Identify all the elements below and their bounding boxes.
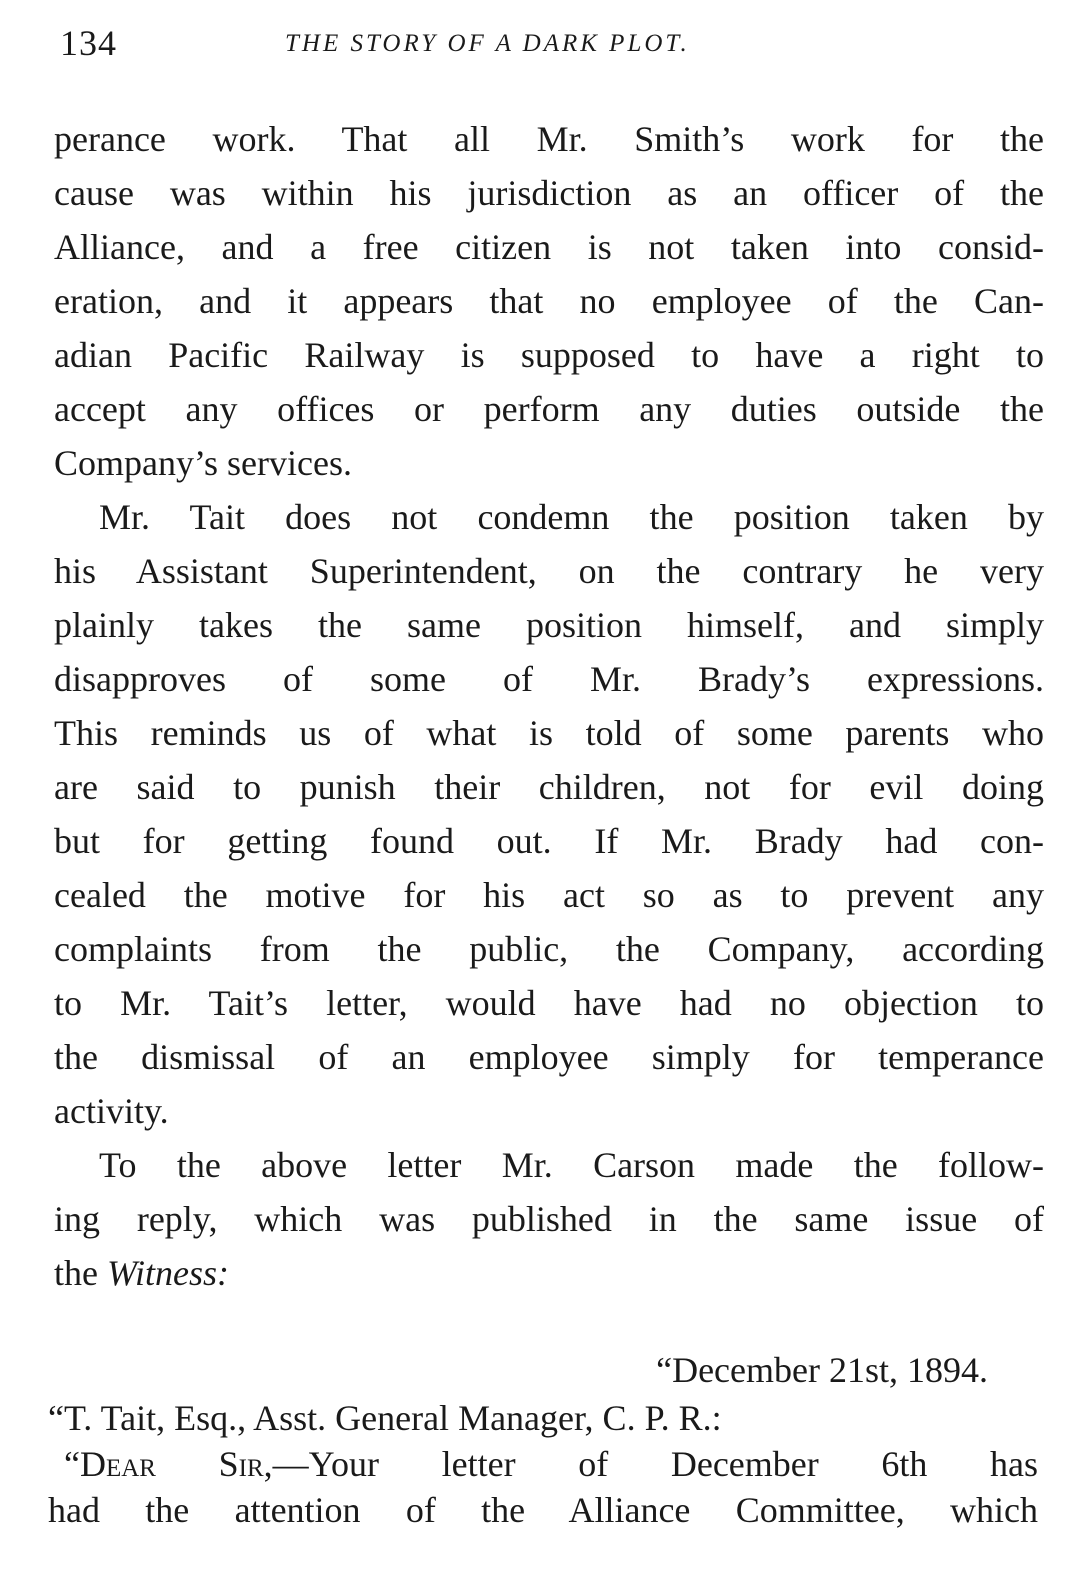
text-line: the dismissal of an employee simply for temperance: [54, 1037, 1044, 1077]
open-quote: “: [64, 1444, 80, 1484]
letter-dateline: “December 21st, 1894.: [656, 1350, 988, 1390]
paragraph-1: [54, 112, 1044, 490]
body-text: [54, 112, 1044, 1300]
text-line: plainly takes the same position himself, and simply: [54, 605, 1044, 645]
text-line: cealed the motive for his act so as to prevent any: [54, 875, 1044, 915]
text-fragment: the: [54, 1253, 98, 1293]
running-head: THE STORY OF A DARK PLOT.: [285, 30, 690, 57]
paragraph-3: [54, 1138, 1044, 1300]
text-line: adian Pacific Railway is supposed to have a right to: [54, 335, 1044, 375]
text-line: To the above letter Mr. Carson made the follow-: [99, 1145, 1044, 1185]
quoted-letter: [48, 1345, 1038, 1533]
text-line: ing reply, which was published in the same issue of: [54, 1199, 1044, 1239]
text-line: cause was within his jurisdiction as an officer of the: [54, 173, 1044, 213]
text-line: activity.: [54, 1091, 169, 1131]
paragraph-2: [54, 490, 1044, 1138]
text-line: to Mr. Tait’s letter, would have had no objection to: [54, 983, 1044, 1023]
text-line: [54, 1246, 1044, 1300]
letter-body-line: had the attention of the Alliance Committee, which: [48, 1490, 1038, 1530]
text-line: perance work. That all Mr. Smith’s work for the: [54, 119, 1044, 159]
page-number: 134: [60, 23, 117, 63]
publication-title: Witness:: [106, 1253, 229, 1293]
text-line: disapproves of some of Mr. Brady’s expressions.: [54, 659, 1044, 699]
text-line: Mr. Tait does not condemn the position taken by: [99, 497, 1044, 537]
text-line: accept any offices or perform any duties outside the: [54, 389, 1044, 429]
text-line: Alliance, and a free citizen is not taken into consid-: [54, 227, 1044, 267]
letter-salutation: [48, 1441, 1038, 1487]
letter-addressee: “T. Tait, Esq., Asst. General Manager, C. P. R.:: [48, 1398, 722, 1438]
page-header: [60, 22, 1040, 72]
salutation-caps: Dear Sir: [79, 1444, 264, 1484]
salutation-rest: ,—Your letter of December 6th has: [263, 1444, 1038, 1484]
text-line: are said to punish their children, not for evil doing: [54, 767, 1044, 807]
text-line: his Assistant Superintendent, on the contrary he very: [54, 551, 1044, 591]
text-line: eration, and it appears that no employee of the Can-: [54, 281, 1044, 321]
text-line: but for getting found out. If Mr. Brady had con-: [54, 821, 1044, 861]
text-line: This reminds us of what is told of some parents who: [54, 713, 1044, 753]
text-line: Company’s services.: [54, 443, 352, 483]
text-line: complaints from the public, the Company, according: [54, 929, 1044, 969]
